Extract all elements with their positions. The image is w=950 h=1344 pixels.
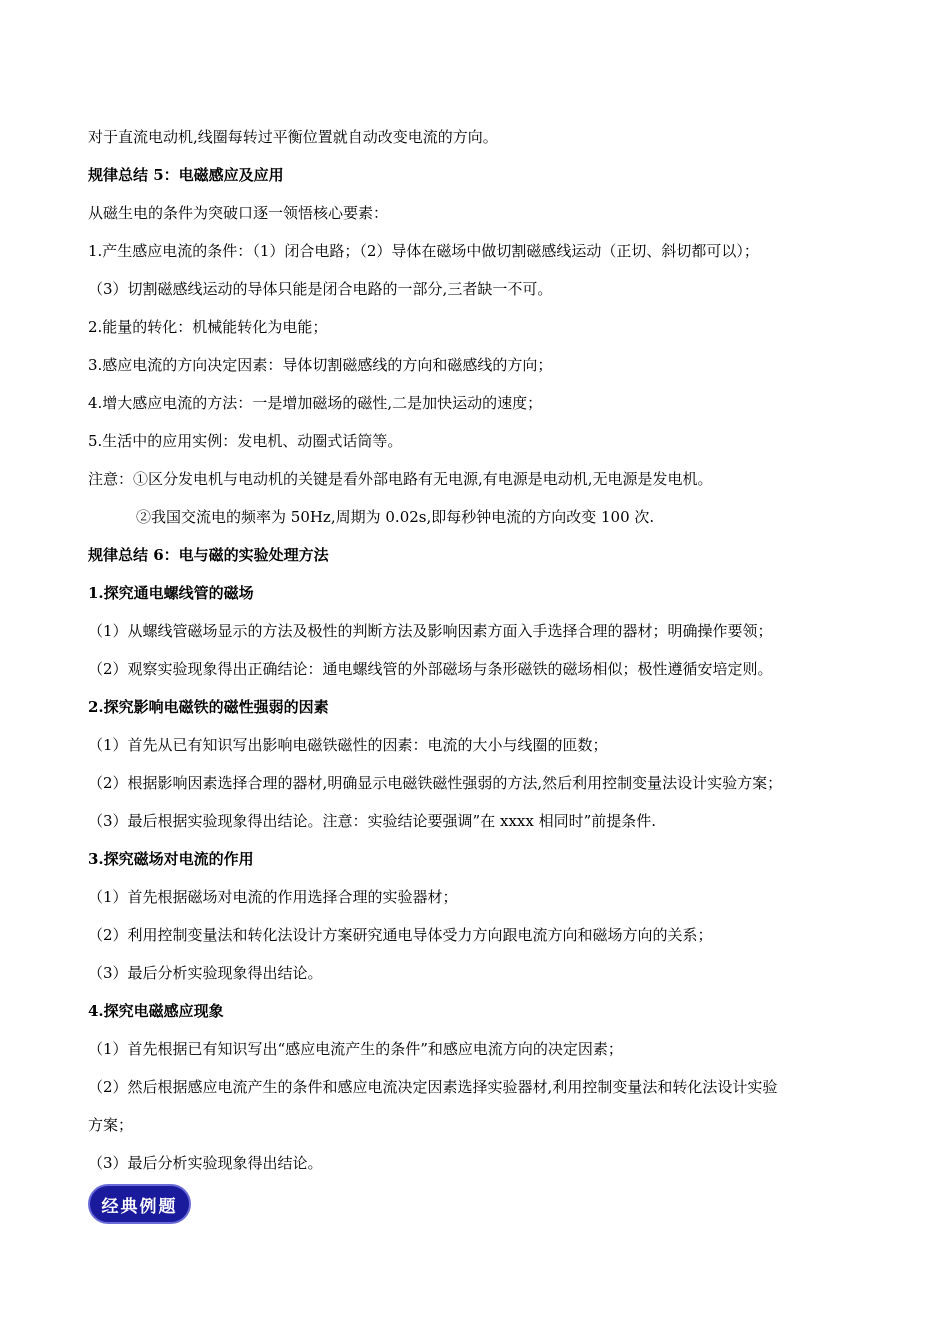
section-badge: 经典例题 (88, 1184, 191, 1224)
text-line: （2）根据影响因素选择合理的器材,明确显示电磁铁磁性强弱的方法,然后利用控制变量法设计实验方案； (88, 774, 783, 792)
subsection-heading: 2.探究影响电磁铁的磁性强弱的因素 (88, 698, 329, 716)
text-line: 3.感应电流的方向决定因素：导体切割磁感线的方向和磁感线的方向； (88, 356, 553, 374)
section-heading: 规律总结 5：电磁感应及应用 (88, 166, 284, 184)
note-line: ②我国交流电的频率为 50Hz,周期为 0.02s,即每秒钟电流的方向改变 100 次. (136, 508, 655, 526)
text-line: （2）然后根据感应电流产生的条件和感应电流决定因素选择实验器材,利用控制变量法和转化法设计实验 (88, 1078, 778, 1096)
subsection-heading: 3.探究磁场对电流的作用 (88, 850, 254, 868)
subsection-heading: 1.探究通电螺线管的磁场 (88, 584, 254, 602)
subsection-heading: 4.探究电磁感应现象 (88, 1002, 224, 1020)
text-line: 1.产生感应电流的条件：（1）闭合电路；（2）导体在磁场中做切割磁感线运动（正切、斜切都可以）； (88, 242, 759, 260)
text-line: （3）切割磁感线运动的导体只能是闭合电路的一部分,三者缺一不可。 (88, 280, 553, 298)
note-line: 注意：①区分发电机与电动机的关键是看外部电路有无电源,有电源是电动机,无电源是发电机。 (88, 470, 713, 488)
text-line: （1）首先根据已有知识写出“感应电流产生的条件”和感应电流方向的决定因素； (88, 1040, 623, 1058)
section-heading: 规律总结 6：电与磁的实验处理方法 (88, 546, 329, 564)
text-line: （3）最后分析实验现象得出结论。 (88, 964, 323, 982)
text-line: 从磁生电的条件为突破口逐一领悟核心要素： (88, 204, 389, 222)
text-line: 5.生活中的应用实例：发电机、动圈式话筒等。 (88, 432, 403, 450)
text-line: 4.增大感应电流的方法：一是增加磁场的磁性,二是加快运动的速度； (88, 394, 543, 412)
text-line: 对于直流电动机,线圈每转过平衡位置就自动改变电流的方向。 (88, 128, 498, 146)
text-line: （3）最后分析实验现象得出结论。 (88, 1154, 323, 1172)
text-line: 2.能量的转化：机械能转化为电能； (88, 318, 328, 336)
text-line: （1）首先从已有知识写出影响电磁铁磁性的因素：电流的大小与线圈的匝数； (88, 736, 608, 754)
text-line: （1）首先根据磁场对电流的作用选择合理的实验器材； (88, 888, 458, 906)
text-line: （2）观察实验现象得出正确结论：通电螺线管的外部磁场与条形磁铁的磁场相似；极性遵循安培定则。 (88, 660, 773, 678)
text-line: （3）最后根据实验现象得出结论。注意：实验结论要强调”在 xxxx 相同时”前提条件. (88, 812, 657, 830)
document-body (88, 118, 868, 1182)
text-line: 方案； (88, 1116, 134, 1134)
text-line: （1）从螺线管磁场显示的方法及极性的判断方法及影响因素方面入手选择合理的器材；明确操作要领； (88, 622, 773, 640)
text-line: （2）利用控制变量法和转化法设计方案研究通电导体受力方向跟电流方向和磁场方向的关系； (88, 926, 713, 944)
